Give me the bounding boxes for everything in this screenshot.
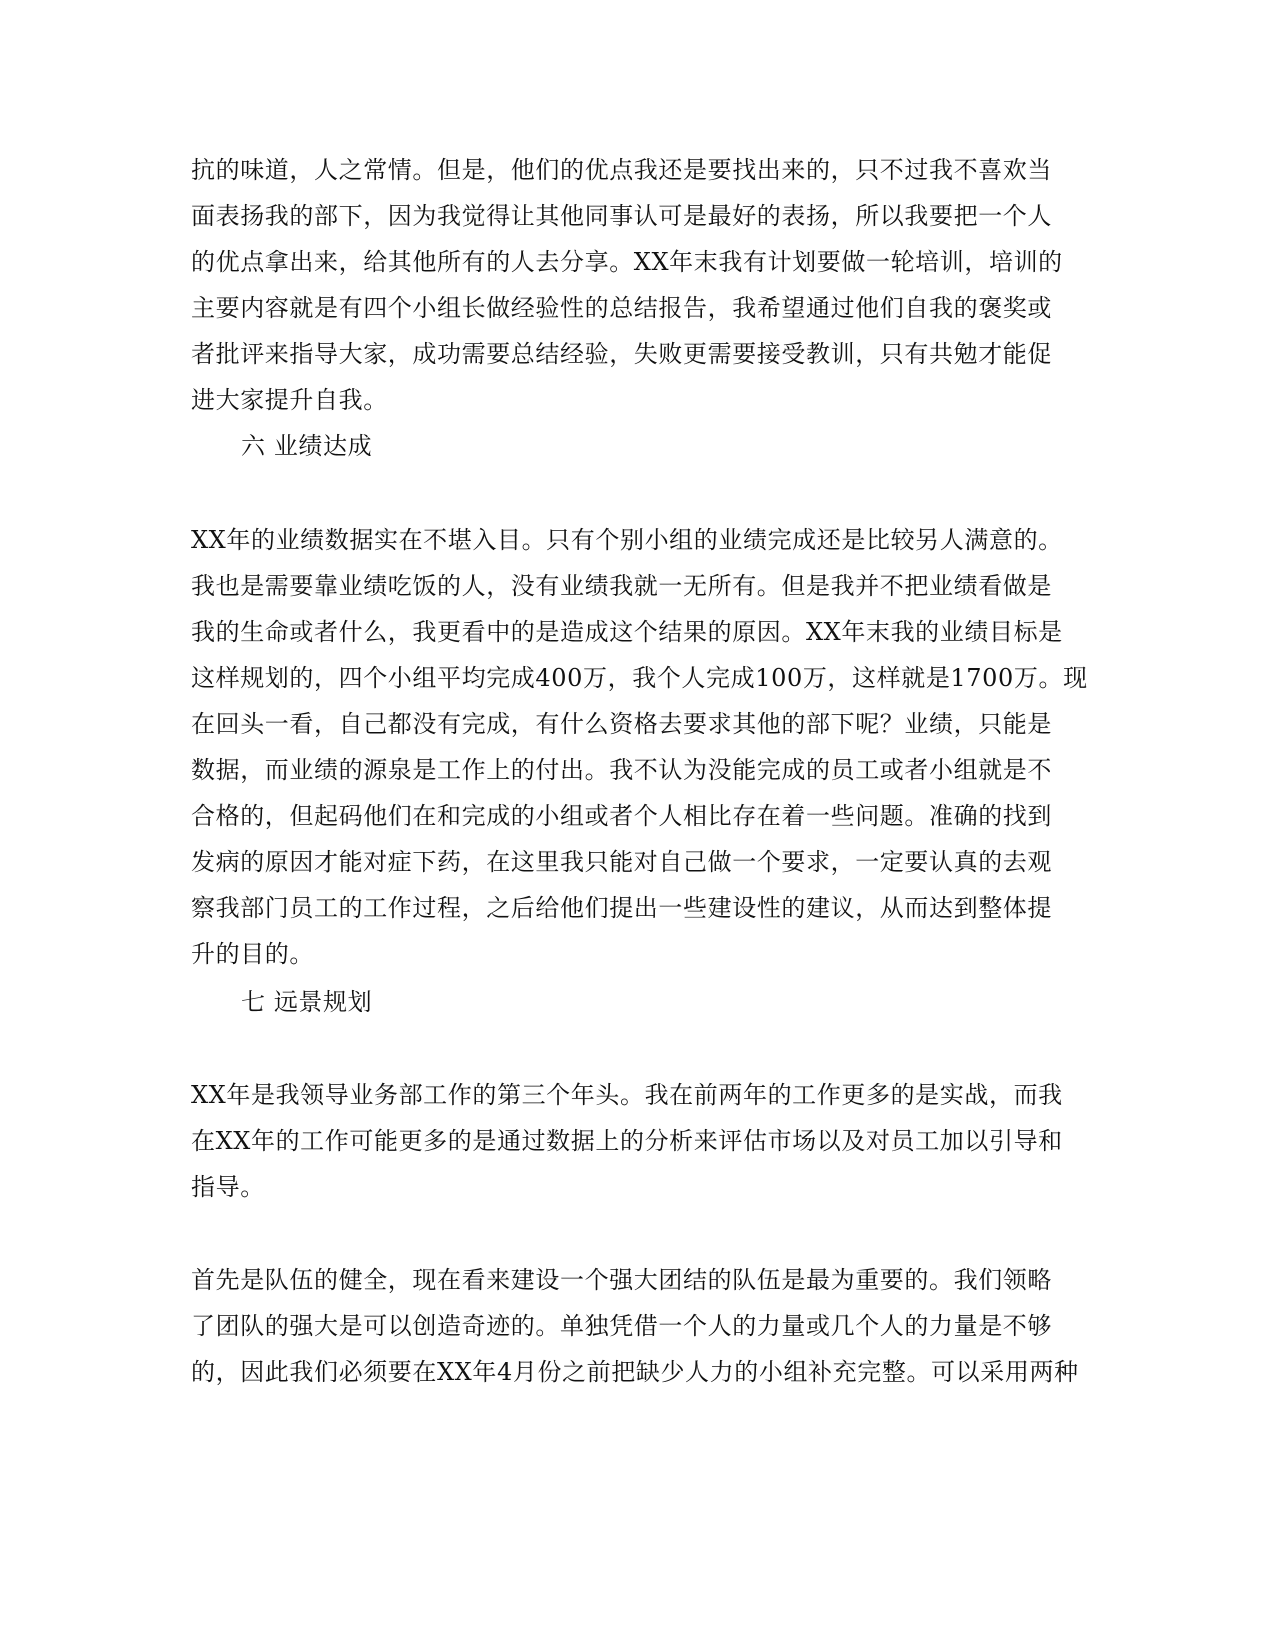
paragraph-line: 的，因此我们必须要在XX年4月份之前把缺少人力的小组补充完整。可以采用两种 <box>191 1358 1079 1386</box>
paragraph-line: 升的目的。 <box>191 940 314 968</box>
paragraph-line: 在XX年的工作可能更多的是通过数据上的分析来评估市场以及对员工加以引导和 <box>191 1127 1063 1155</box>
paragraph-line: 察我部门员工的工作过程，之后给他们提出一些建设性的建议，从而达到整体提 <box>191 894 1052 922</box>
paragraph-line: 发病的原因才能对症下药，在这里我只能对自己做一个要求，一定要认真的去观 <box>191 848 1052 876</box>
paragraph-line: 者批评来指导大家，成功需要总结经验，失败更需要接受教训，只有共勉才能促 <box>191 340 1052 368</box>
paragraph-line: 数据，而业绩的源泉是工作上的付出。我不认为没能完成的员工或者小组就是不 <box>191 756 1052 784</box>
paragraph-line: 抗的味道，人之常情。但是，他们的优点我还是要找出来的，只不过我不喜欢当 <box>191 156 1052 184</box>
section-heading: 七 远景规划 <box>241 988 373 1016</box>
paragraph-line: 首先是队伍的健全，现在看来建设一个强大团结的队伍是最为重要的。我们领略 <box>191 1266 1052 1294</box>
paragraph-line: 在回头一看，自己都没有完成，有什么资格去要求其他的部下呢？业绩，只能是 <box>191 710 1052 738</box>
section-heading: 六 业绩达成 <box>241 432 373 460</box>
paragraph-line: 合格的，但起码他们在和完成的小组或者个人相比存在着一些问题。准确的找到 <box>191 802 1052 830</box>
paragraph-line: 我的生命或者什么，我更看中的是造成这个结果的原因。XX年末我的业绩目标是 <box>191 618 1063 646</box>
paragraph-line: 这样规划的，四个小组平均完成400万，我个人完成100万，这样就是1700万。现 <box>191 664 1088 692</box>
paragraph-line: XX年是我领导业务部工作的第三个年头。我在前两年的工作更多的是实战，而我 <box>191 1081 1063 1109</box>
paragraph-line: 面表扬我的部下，因为我觉得让其他同事认可是最好的表扬，所以我要把一个人 <box>191 202 1052 230</box>
paragraph-line: 了团队的强大是可以创造奇迹的。单独凭借一个人的力量或几个人的力量是不够 <box>191 1312 1052 1340</box>
paragraph-line: 进大家提升自我。 <box>191 386 388 414</box>
paragraph-line: 指导。 <box>191 1173 265 1201</box>
paragraph-line: 主要内容就是有四个小组长做经验性的总结报告，我希望通过他们自我的褒奖或 <box>191 294 1052 322</box>
paragraph-line: 的优点拿出来，给其他所有的人去分享。XX年末我有计划要做一轮培训，培训的 <box>191 248 1063 276</box>
paragraph-line: XX年的业绩数据实在不堪入目。只有个别小组的业绩完成还是比较另人满意的。 <box>191 526 1063 554</box>
paragraph-line: 我也是需要靠业绩吃饭的人，没有业绩我就一无所有。但是我并不把业绩看做是 <box>191 572 1052 600</box>
